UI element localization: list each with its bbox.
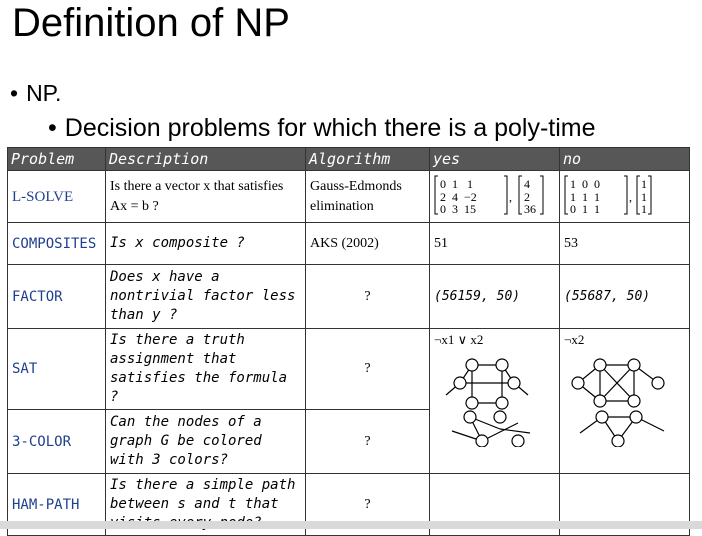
problem-name: HAM-PATH: [8, 474, 106, 536]
bullet-np-text: NP.: [26, 80, 62, 106]
yes-matrix-graphic: [434, 173, 554, 217]
graph-node: [630, 411, 642, 423]
problem-algorithm: AKS (2002): [306, 223, 430, 265]
header-algorithm: Algorithm: [306, 148, 430, 171]
graph-node: [496, 397, 508, 409]
graph-node: [612, 435, 624, 447]
slide-title: Definition of NP: [12, 1, 290, 45]
header-problem: Problem: [8, 148, 106, 171]
no-instance: [560, 329, 690, 474]
vector-entry: 1: [641, 202, 647, 216]
slide-bottom-bar: [0, 521, 702, 529]
no-instance: 53: [560, 223, 690, 265]
matrix-row: 2 4 −2: [440, 190, 477, 204]
graph-node: [628, 359, 640, 371]
matrix-row: 0 3 15: [440, 202, 476, 216]
bullet-np: [10, 78, 61, 108]
problem-name: COMPOSITES: [8, 223, 106, 265]
graph-node: [476, 435, 488, 447]
no-matrix-graphic: [564, 173, 684, 217]
bullet-dot: •: [48, 114, 57, 142]
vector-entry: 1: [641, 177, 647, 191]
bullet-dot: •: [10, 80, 19, 106]
graph-node: [652, 377, 664, 389]
yes-instance: [430, 329, 560, 474]
matrix-row: 1 0 0: [570, 177, 600, 191]
problem-algorithm: ?: [306, 265, 430, 329]
table-row: [8, 171, 690, 223]
yes-instance: 51: [430, 223, 560, 265]
graph-node: [454, 377, 466, 389]
graph-node: [594, 359, 606, 371]
no-graph: [560, 347, 688, 447]
matrix-comma: ,: [509, 190, 512, 204]
header-description: Description: [106, 148, 306, 171]
problem-description: Does x have a nontrivial factor less than y ?: [106, 265, 306, 329]
matrix-row: 0 1 1: [440, 177, 473, 191]
bullet-decision: [48, 113, 596, 143]
graph-node: [572, 377, 584, 389]
sat-formula: ¬x2: [564, 332, 585, 347]
graph-node: [496, 359, 508, 371]
matrix-comma: ,: [629, 190, 632, 204]
graph-node: [596, 411, 608, 423]
header-no: no: [560, 148, 690, 171]
problem-algorithm: ?: [306, 474, 430, 536]
yes-graph: [430, 347, 558, 447]
table-header-row: [8, 148, 690, 171]
matrix-row: 0 1 1: [570, 202, 600, 216]
table-row: [8, 223, 690, 265]
vector-entry: 2: [524, 190, 530, 204]
graph-node: [466, 359, 478, 371]
table-row: [8, 265, 690, 329]
no-instance: (55687, 50): [560, 265, 690, 329]
problem-algorithm: Gauss-Edmonds elimination: [306, 171, 430, 223]
graph-node: [594, 395, 606, 407]
yes-instance: [430, 171, 560, 223]
problem-description: Is x composite ?: [106, 223, 306, 265]
problem-algorithm: ?: [306, 410, 430, 474]
table-row: [8, 329, 690, 410]
graph-node: [466, 397, 478, 409]
header-yes: yes: [430, 148, 560, 171]
graph-node: [628, 395, 640, 407]
vector-entry: 1: [641, 190, 647, 204]
yes-instance: (56159, 50): [430, 265, 560, 329]
problem-algorithm: ?: [306, 329, 430, 410]
bullet-decision-text: Decision problems for which there is a poly-time: [64, 114, 596, 142]
problem-description: Is there a vector x that satisfies Ax = b ?: [106, 171, 306, 223]
vector-entry: 36: [524, 202, 536, 216]
graph-node: [512, 435, 524, 447]
graph-node: [508, 377, 520, 389]
problem-name: FACTOR: [8, 265, 106, 329]
problem-description: Can the nodes of a graph G be colored with 3 colors?: [106, 410, 306, 474]
no-instance: [560, 171, 690, 223]
vector-entry: 4: [524, 177, 530, 191]
problem-name: 3-COLOR: [8, 410, 106, 474]
matrix-row: 1 1 1: [570, 190, 600, 204]
np-problems-table: [7, 147, 690, 536]
sat-formula: ¬x1 ∨ x2: [434, 332, 484, 347]
graph-node: [464, 411, 476, 423]
graph-node: [494, 411, 506, 423]
problem-name: SAT: [8, 329, 106, 410]
problem-description: Is there a truth assignment that satisfies the formula ?: [106, 329, 306, 410]
problem-name: L-SOLVE: [8, 171, 106, 223]
problem-description: Is there a simple path between s and t that: [106, 474, 306, 536]
